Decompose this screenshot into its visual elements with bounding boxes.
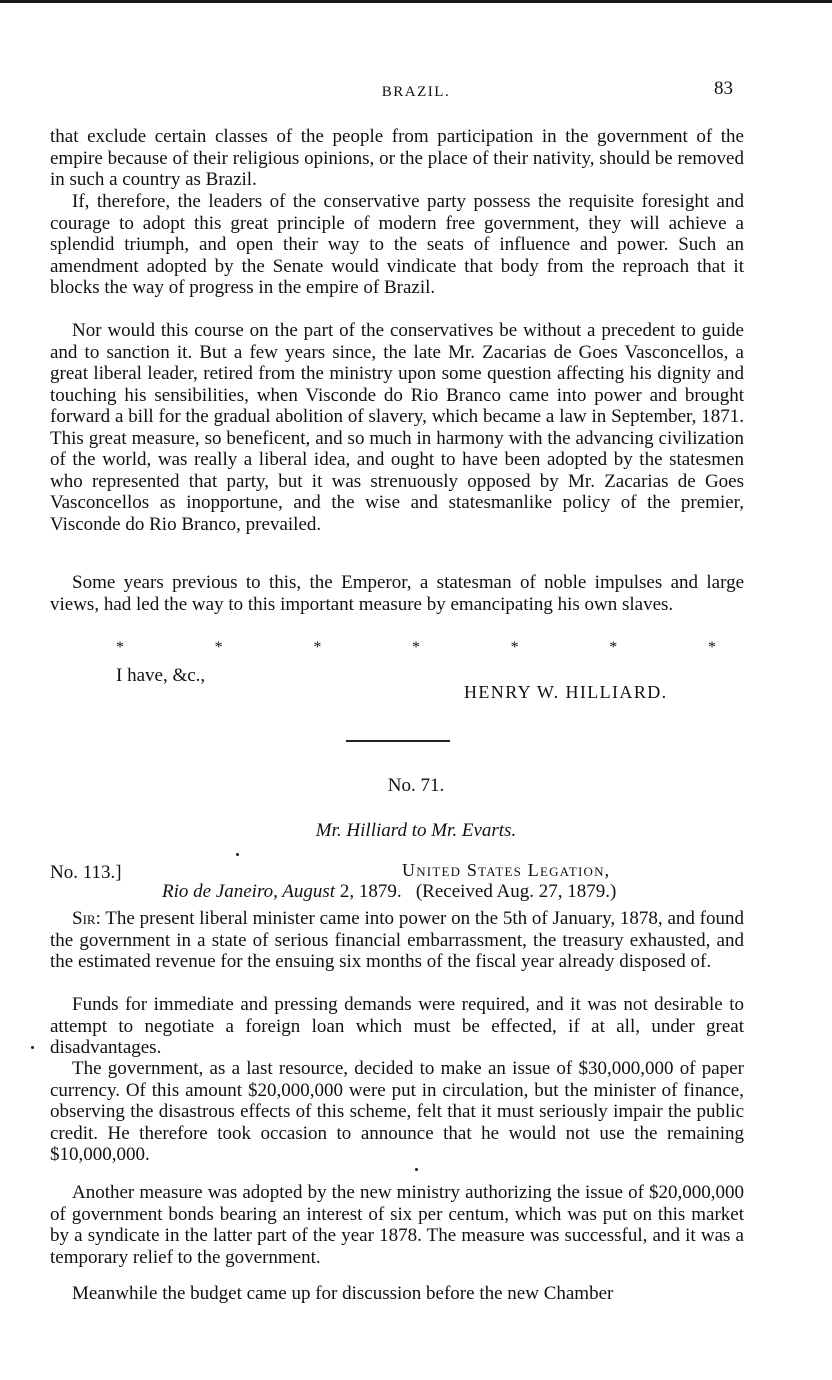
running-title: BRAZIL. <box>381 84 451 100</box>
print-speck <box>31 1046 34 1049</box>
received-date: (Received Aug. 27, 1879.) <box>415 881 617 902</box>
legation-heading: United States Legation, <box>402 860 611 880</box>
star: * <box>313 639 322 656</box>
letter-paragraph-3: The government, as a last resource, decided to make an issue of $30,000,000 of paper currency. Of this amount $20,000,000 were put in circulation, but the minister of finance, observing the disastrous effects of this scheme, felt that it must seriously impair the public credit. He therefore took occasion to announce that he would not use the remaining $10,000,000. <box>50 1058 744 1165</box>
print-speck <box>236 853 239 856</box>
top-border-rule <box>0 0 832 3</box>
page-number: 83 <box>714 78 733 99</box>
continuation-paragraph-3: Nor would this course on the part of the conservatives be without a precedent to guide and to sanction it. But a few years since, the late Mr. Zacarias de Goes Vasconcellos, a great liberal leader, retired from the ministry upon some question affecting his dignity and touching his sensibilities, when Visconde do Rio Branco came into power and brought forward a bill for the gradual abolition of slavery, which became a law in September, 1871. This great measure, so beneficent, and so much in harmony with the advancing civilization of the world, was really a liberal idea, and ought to have been adopted by the statesmen who represented that party, but it was strenuously opposed by Mr. Zacarias de Goes Vasconcellos as inopportune, and the wise and statesmanlike policy of the premier, Visconde do Rio Branco, prevailed. <box>50 320 744 535</box>
closing-line: I have, &c., <box>116 665 206 686</box>
print-speck <box>415 1168 418 1171</box>
section-divider <box>346 740 450 742</box>
continuation-paragraph-1: that exclude certain classes of the people from participation in the government of the empire because of their religious opinions, or the place of their nativity, should be removed in such a country as Brazil. <box>50 126 744 190</box>
continuation-paragraph-4: Some years previous to this, the Emperor, a statesman of noble impulses and large views, had led the way to this important measure by emancipating his own slaves. <box>50 572 744 615</box>
star: * <box>116 639 124 656</box>
letter-paragraph-2: Funds for immediate and pressing demands were required, and it was not desirable to attempt to negotiate a foreign loan which must be effected, if at all, under great disadvantages. <box>50 994 744 1058</box>
letter-paragraph-4: Another measure was adopted by the new ministry authorizing the issue of $20,000,000 of government bonds bearing an interest of six per centum, which was put on this market by a syndicate in the latter part of the year 1878. The measure was successful, and it was a temporary relief to the government. <box>50 1182 744 1268</box>
place-date: Rio de Janeiro, August <box>162 881 336 902</box>
star: * <box>707 639 716 656</box>
despatch-number: No. 113.] <box>50 862 122 883</box>
salutation: Sir: <box>72 908 101 929</box>
document-title: Mr. Hilliard to Mr. Evarts. <box>315 820 517 841</box>
ellipsis-stars <box>116 639 716 657</box>
document-number: No. 71. <box>387 775 445 796</box>
date-tail: 2, 1879. <box>335 881 402 902</box>
star: * <box>411 639 420 656</box>
star: * <box>609 639 618 656</box>
continuation-paragraph-2: If, therefore, the leaders of the conservative party possess the requisite foresight and courage to adopt this great principle of modern free government, they will achieve a splendid triumph, and open their way to the seats of influence and power. Such an amendment adopted by the Senate would vindicate that body from the reproach that it blocks the way of progress in the empire of Brazil. <box>50 191 744 298</box>
star: * <box>510 639 519 656</box>
dateline <box>162 881 616 903</box>
signature: HENRY W. HILLIARD. <box>464 682 668 702</box>
letter-paragraph-1 <box>50 908 744 973</box>
letter-paragraph-1-text: The present liberal minister came into power on the 5th of January, 1878, and found the government in a state of serious financial embarrassment, the treasury exhausted, and the estimated revenue for the ensuing six months of the fiscal year already disposed of. <box>50 908 744 972</box>
letter-paragraph-5: Meanwhile the budget came up for discussion before the new Chamber <box>72 1283 614 1304</box>
star: * <box>214 639 223 656</box>
